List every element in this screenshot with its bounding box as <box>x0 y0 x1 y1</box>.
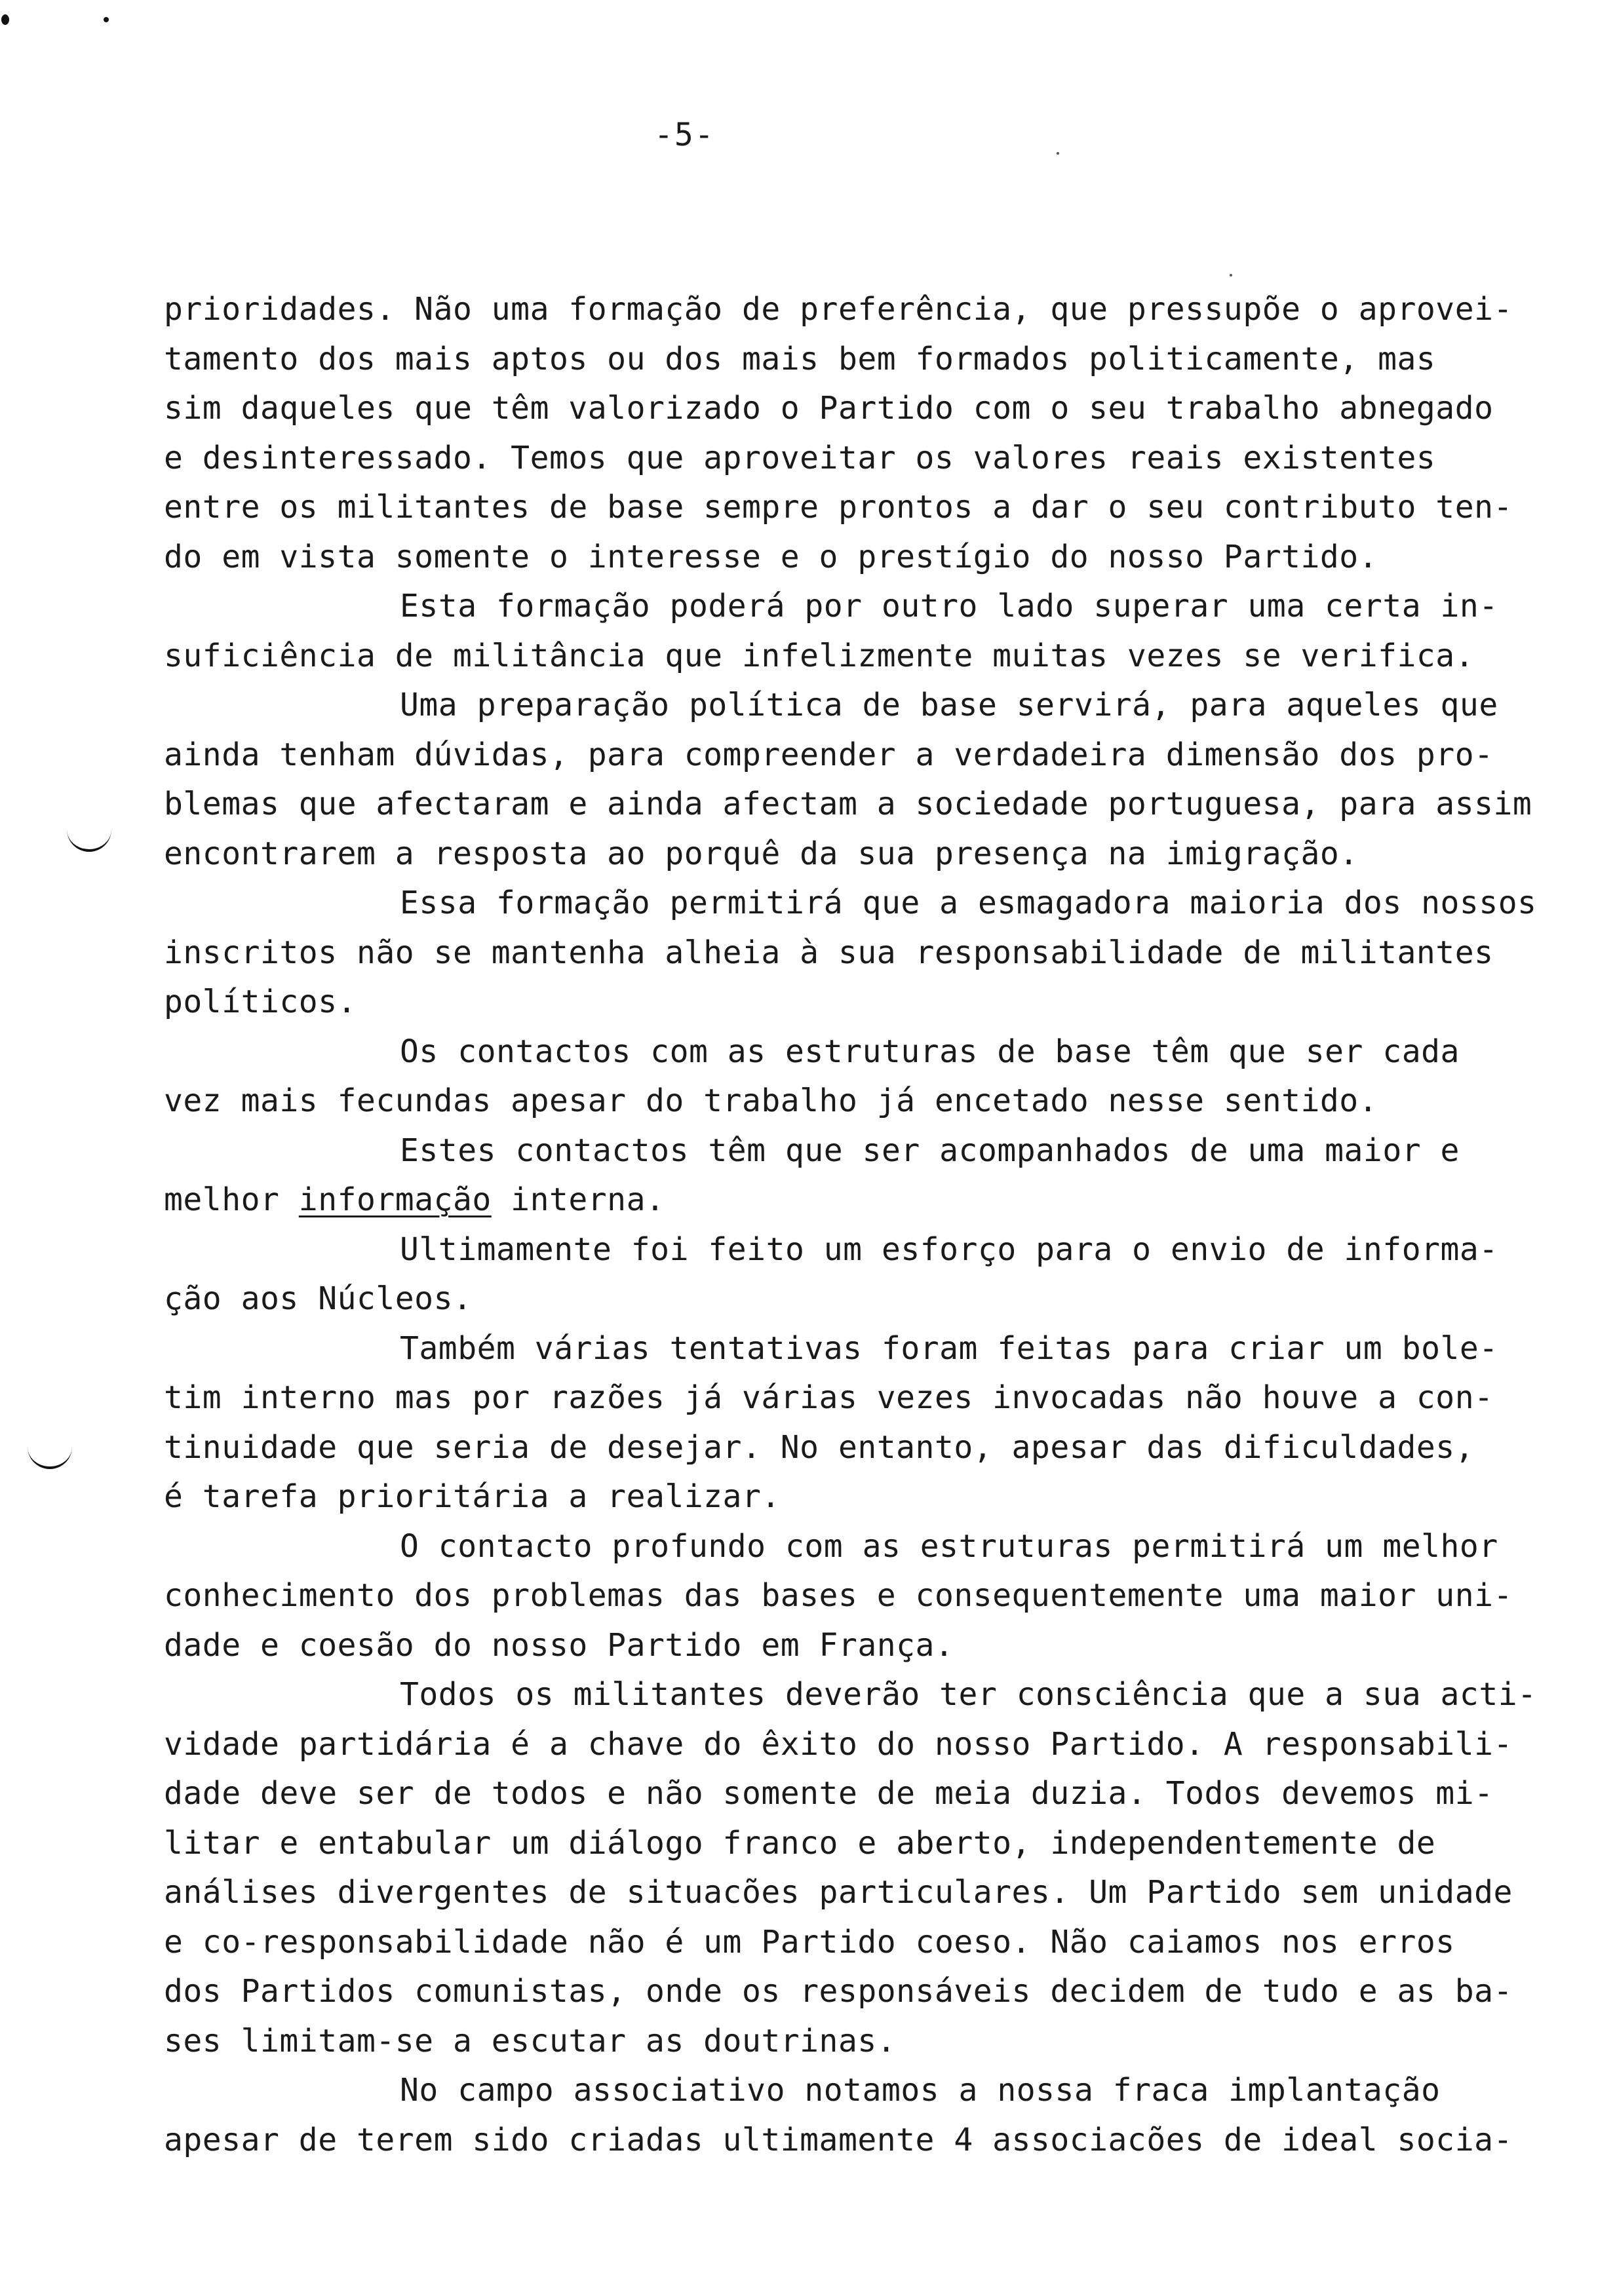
text-line: políticos. <box>164 984 357 1020</box>
ink-mark <box>1 14 9 25</box>
text-line: prioridades. Não uma formação de preferência, que pressupõe o aprovei- <box>164 291 1513 328</box>
text-line: suficiência de militância que infelizmente muitas vezes se verifica. <box>164 637 1475 674</box>
punch-hole-mark <box>67 827 111 852</box>
text-line: ção aos Núcleos. <box>164 1280 473 1317</box>
text-line: tamento dos mais aptos ou dos mais bem formados politicamente, mas <box>164 340 1436 377</box>
text-line: encontrarem a resposta ao porquê da sua presença na imigração. <box>164 835 1359 872</box>
punch-hole-mark <box>28 1444 72 1469</box>
text-line: conhecimento dos problemas das bases e consequentemente uma maior uni- <box>164 1577 1513 1614</box>
underlined-word: informação <box>298 1181 492 1218</box>
text-line: análises divergentes de situacões particulares. Um Partido sem unidade <box>164 1874 1513 1911</box>
text-line: Esta formação poderá por outro lado superar uma certa in- <box>400 588 1498 624</box>
text-line: Todos os militantes deverão ter consciência que a sua acti- <box>400 1676 1537 1713</box>
text-line: O contacto profundo com as estruturas permitirá um melhor <box>400 1527 1498 1565</box>
text-line: do em vista somente o interesse e o prestígio do nosso Partido. <box>164 538 1378 575</box>
text-line: Uma preparação política de base servirá, para aqueles que <box>400 687 1498 723</box>
text-line: dade deve ser de todos e não somente de meia duzia. Todos devemos mi- <box>164 1775 1494 1812</box>
text-line: Os contactos com as estruturas de base têm que ser cada <box>400 1033 1460 1070</box>
text-line: entre os militantes de base sempre prontos a dar o seu contributo ten- <box>164 489 1513 526</box>
text-line: tinuidade que seria de desejar. No entanto, apesar das dificuldades, <box>164 1428 1475 1466</box>
text-line: tim interno mas por razões já várias vezes invocadas não houve a con- <box>164 1379 1494 1416</box>
text-line: vidade partidária é a chave do êxito do nosso Partido. A responsabili- <box>164 1725 1513 1763</box>
text-line: dade e coesão do nosso Partido em França. <box>164 1626 954 1664</box>
text-line: Estes contactos têm que ser acompanhados de uma maior e <box>400 1132 1460 1169</box>
page-number: -5- <box>654 117 715 153</box>
ink-speck <box>1230 274 1232 277</box>
text-line: blemas que afectaram e ainda afectam a sociedade portuguesa, para assim <box>164 786 1532 822</box>
ink-speck <box>1057 152 1059 155</box>
ink-mark <box>104 17 109 22</box>
text-line: litar e entabular um diálogo franco e aberto, independentemente de <box>164 1824 1436 1862</box>
text-line: Também várias tentativas foram feitas para criar um bole- <box>400 1330 1498 1367</box>
text-line: é tarefa prioritária a realizar. <box>164 1478 781 1515</box>
text-line: ses limitam-se a escutar as doutrinas. <box>164 2022 897 2059</box>
text-line: apesar de terem sido criadas ultimamente 4 associacões de ideal socia- <box>164 2121 1513 2158</box>
text-line: Essa formação permitirá que a esmagadora maioria dos nossos <box>400 885 1537 921</box>
text-line: sim daqueles que têm valorizado o Partido com o seu trabalho abnegado <box>164 390 1494 427</box>
text-line: Ultimamente foi feito um esforço para o envio de informa- <box>400 1231 1498 1268</box>
text-line: ainda tenham dúvidas, para compreender a verdadeira dimensão dos pro- <box>164 736 1494 773</box>
text-line: dos Partidos comunistas, onde os responsáveis decidem de tudo e as ba- <box>164 1973 1513 2010</box>
text-line: melhor informação interna. <box>164 1181 665 1218</box>
text-line: No campo associativo notamos a nossa fraca implantação <box>400 2072 1441 2109</box>
text-line: vez mais fecundas apesar do trabalho já encetado nesse sentido. <box>164 1082 1378 1119</box>
text-line: e co-responsabilidade não é um Partido coeso. Não caiamos nos erros <box>164 1923 1455 1961</box>
text-line: e desinteressado. Temos que aproveitar os valores reais existentes <box>164 439 1436 476</box>
text-line: inscritos não se mantenha alheia à sua responsabilidade de militantes <box>164 934 1494 971</box>
